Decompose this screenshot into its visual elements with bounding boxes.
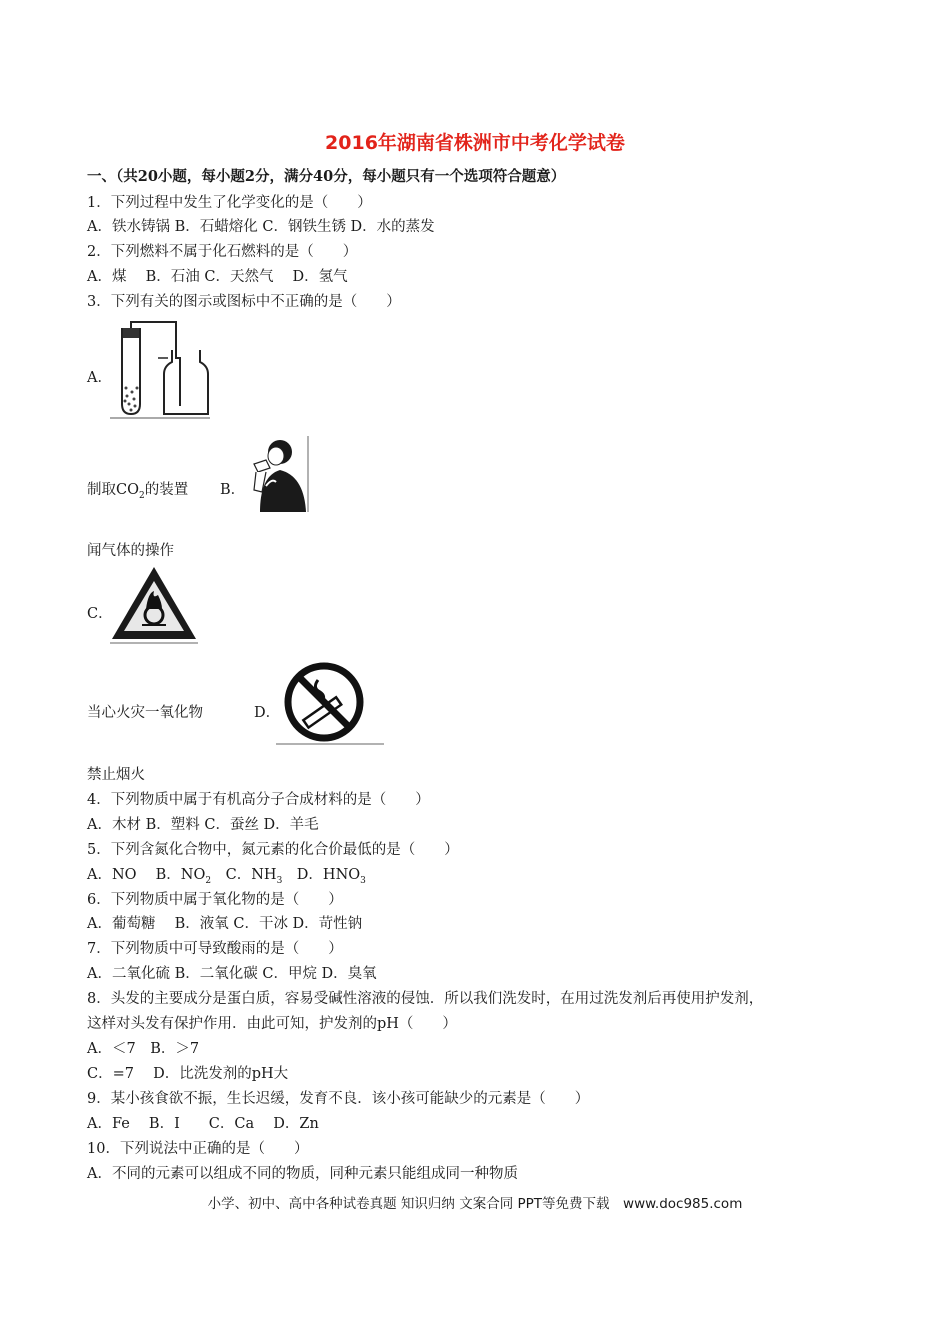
option-a-caption: 制取$CO_2$的装置 (87, 482, 189, 501)
question-1-options: A．铁水铸锅 B．石蜡熔化 C．钢铁生锈 D．水的蒸发 (87, 219, 435, 235)
option-c-letter: C． (87, 606, 113, 622)
question-3: 3．下列有关的图示或图标中不正确的是（ ） (87, 294, 401, 310)
question-7: 7．下列物质中可导致酸雨的是（ ） (87, 941, 343, 957)
option-a-letter: A． (87, 370, 112, 386)
question-10-option-a: A．不同的元素可以组成不同的物质，同种元素只能组成同一种物质 (87, 1166, 518, 1182)
option-b-letter: B． (220, 482, 246, 498)
option-b-caption: 闻气体的操作 (87, 543, 174, 559)
question-9: 9．某小孩食欲不振，生长迟缓，发育不良．该小孩可能缺少的元素是（ ） (87, 1091, 590, 1107)
question-9-options: A．Fe B．I C．Ca D．Zn (87, 1116, 319, 1132)
option-c-caption: 当心火灾一氧化物 (87, 705, 203, 721)
question-8-line-2: 这样对头发有保护作用．由此可知，护发剂的pH（ ） (87, 1016, 457, 1032)
question-2: 2．下列燃料不属于化石燃料的是（ ） (87, 244, 358, 260)
smelling-gas-figure (246, 436, 312, 512)
question-8-options-1: A．＜7 B．＞7 (87, 1041, 200, 1057)
question-4-options: A．木材 B．塑料 C．蚕丝 D．羊毛 (87, 817, 319, 833)
no-smoking-sign-figure (276, 662, 386, 746)
option-d-caption: 禁止烟火 (87, 767, 145, 783)
question-4: 4．下列物质中属于有机高分子合成材料的是（ ） (87, 792, 430, 808)
oxidizer-warning-sign-figure (110, 565, 200, 645)
footer-watermark: 小学、初中、高中各种试卷真题 知识归纳 文案合同 PPT等免费下载 www.doc985.com (207, 1196, 743, 1212)
question-1: 1．下列过程中发生了化学变化的是（ ） (87, 195, 372, 211)
page-title: 2016年湖南省株洲市中考化学试卷 (325, 132, 625, 154)
question-8-options-2: C．=7 D．比洗发剂的pH大 (87, 1066, 289, 1082)
question-5: 5．下列含氮化合物中，氮元素的化合价最低的是（ ） (87, 842, 459, 858)
option-d-letter: D． (254, 705, 281, 721)
gas-apparatus-figure (110, 318, 212, 420)
question-8-line-1: 8．头发的主要成分是蛋白质，容易受碱性溶液的侵蚀．所以我们洗发时，在用过洗发剂后再使用护发剂， (87, 991, 764, 1007)
question-10: 10．下列说法中正确的是（ ） (87, 1141, 309, 1157)
question-6-options: A．葡萄糖 B．液氧 C．干冰 D．苛性钠 (87, 916, 363, 932)
question-7-options: A．二氧化硫 B．二氧化碳 C．甲烷 D．臭氧 (87, 966, 377, 982)
question-5-options: A．NO B．$NO_2$ C．$NH_3$ D．$HNO_3$ (87, 867, 366, 886)
question-2-options: A．煤 B．石油 C．天然气 D．氢气 (87, 269, 348, 285)
section-heading: 一、（共20小题，每小题2分，满分40分，每小题只有一个选项符合题意） (87, 168, 566, 185)
question-6: 6．下列物质中属于氧化物的是（ ） (87, 892, 343, 908)
